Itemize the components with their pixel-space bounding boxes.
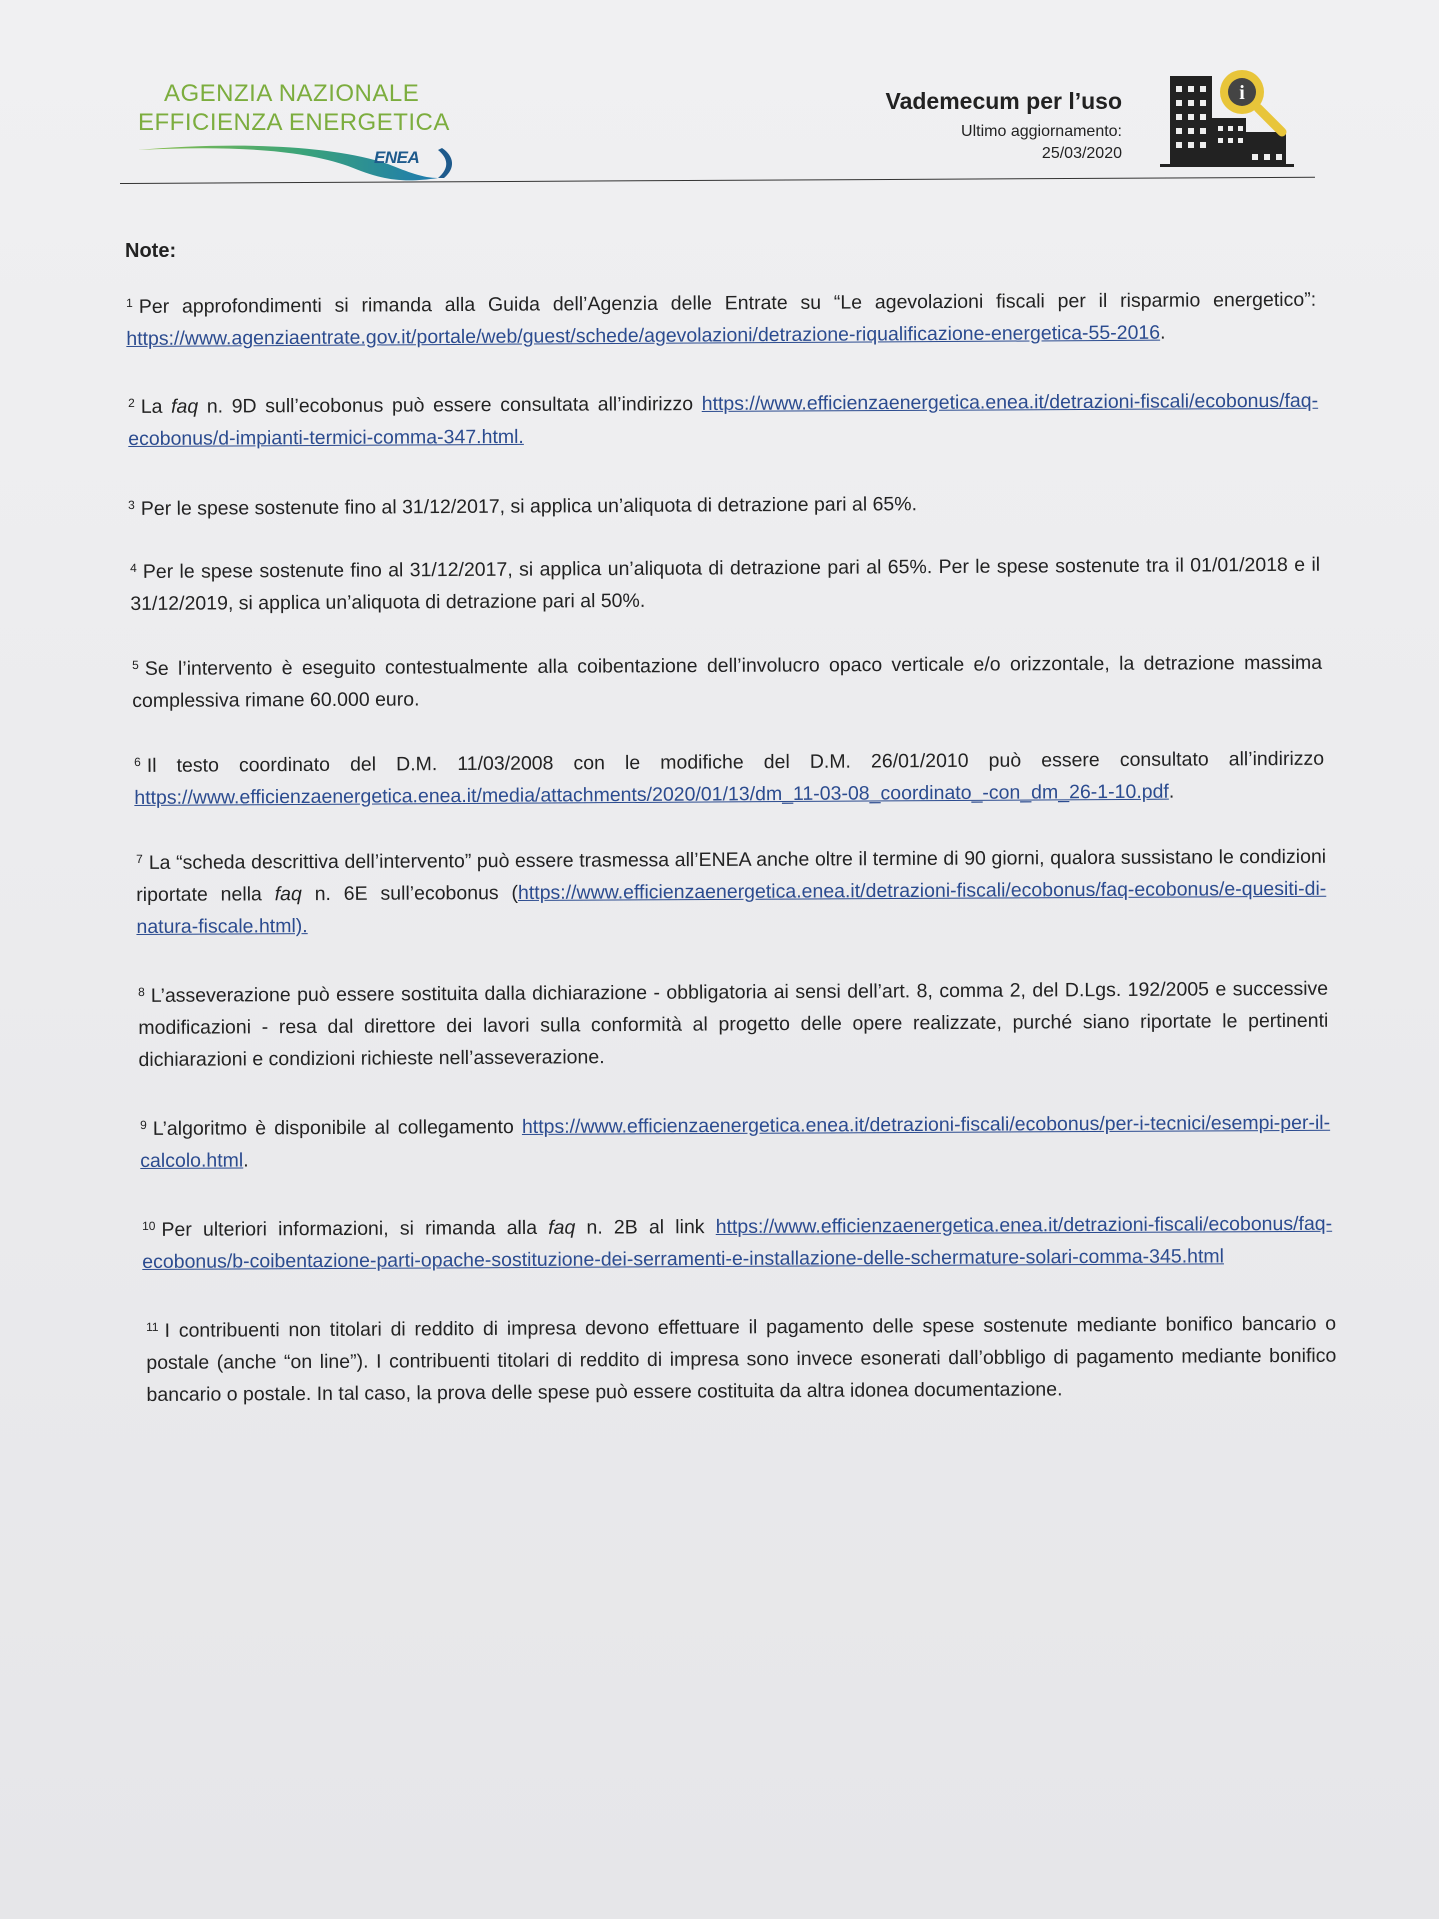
footnote-number: 4 (130, 560, 137, 575)
footnote-7 (136, 837, 1327, 943)
footnote-link[interactable]: https://www.efficienzaenergetica.enea.it/detrazioni-fiscali/ecobonus/faq-ecobonus/b-coibentazione-parti-opache-sostituzione-dei-serramenti-e-installazione-delle-schermature-solari-comma-345.html (142, 1212, 1333, 1273)
footnote-11 (146, 1304, 1337, 1411)
footnote-link[interactable]: https://www.efficienzaenergetica.enea.it/detrazioni-fiscali/ecobonus/faq-ecobonus/d-impianti-termici-comma-347.html. (128, 389, 1319, 450)
enea-logo (138, 80, 468, 190)
footnote-faq: faq (274, 883, 302, 906)
building-info-icon (1160, 62, 1294, 172)
footnote-punct: . (1160, 321, 1166, 344)
svg-text:i: i (1239, 82, 1245, 104)
footnote-number: 11 (146, 1319, 159, 1334)
footnote-link[interactable]: https://www.efficienzaenergetica.enea.it/detrazioni-fiscali/ecobonus/faq-ecobonus/e-quesiti-di-natura-fiscale.html). (136, 877, 1327, 938)
footnote-text: L’asseverazione può essere sostituita dalla dichiarazione - obbligatoria ai sensi dell’art. 8, comma 2, del D.Lgs. 192/2005 e successive modificazioni - resa dal direttore dei lavori sulla conformità al progetto delle opere realizzate, purché siano riportate le pertinenti dichiarazioni e condizioni richieste nell’asseverazione. (138, 977, 1329, 1071)
footnote-text: L’algoritmo è disponibile al collegamento (152, 1116, 522, 1140)
footnote-8 (138, 969, 1329, 1076)
footnote-link[interactable]: https://www.efficienzaenergetica.enea.it/media/attachments/2020/01/13/dm_11-03-08_coordinato_-con_dm_26-1-10.pdf (134, 780, 1169, 809)
footnote-1 (126, 280, 1316, 355)
footnote-text: Il testo coordinato del D.M. 11/03/2008 con le modifiche del D.M. 26/01/2010 può essere consultato all’indirizzo (146, 747, 1325, 777)
footnote-text: Per le spese sostenute fino al 31/12/2017, si applica un’aliquota di detrazione pari al 65%. Per le spese sostenute tra il 01/01/2018 e il 31/12/2019, si applica un’aliquota di detrazione pari al 50%. (130, 553, 1321, 615)
footnote-number: 3 (128, 497, 135, 512)
last-update (886, 121, 1122, 165)
footnote-number: 10 (142, 1218, 156, 1233)
footnote-text: La (140, 395, 172, 418)
logo-brand-text: ENEA (374, 148, 420, 167)
logo-line-2: EFFICIENZA ENERGETICA (138, 109, 450, 136)
logo-line-1: AGENZIA NAZIONALE (164, 80, 420, 107)
header-info (886, 88, 1122, 165)
footnote-text: Per le spese sostenute fino al 31/12/2017, si applica un’aliquota di detrazione pari al 65%. (140, 493, 918, 520)
footnote-number: 6 (134, 754, 141, 769)
footnote-number: 1 (126, 295, 133, 310)
footnote-text: La “scheda descrittiva dell’intervento” può essere trasmessa all’ENEA anche oltre il termine di 90 giorni, qualora sussistano le condizioni riportate nella (136, 845, 1327, 906)
updated-date: 25/03/2020 (1041, 145, 1122, 162)
footnote-5 (132, 643, 1322, 717)
footnote-number: 8 (138, 984, 145, 999)
footnote-4 (130, 545, 1320, 620)
notes-heading: Note: (125, 240, 177, 262)
footnote-number: 9 (140, 1117, 147, 1132)
footnote-2 (128, 381, 1318, 455)
footnote-faq: faq (548, 1216, 576, 1239)
footnote-number: 5 (132, 657, 139, 672)
footnote-link[interactable]: https://www.agenziaentrate.gov.it/portale/web/guest/schede/agevolazioni/detrazione-riqualificazione-energetica-55-2016 (126, 321, 1161, 350)
footnote-number: 2 (128, 395, 135, 410)
footnote-6 (134, 739, 1324, 814)
page-header (0, 0, 1439, 200)
footnote-text: n. 2B al link (575, 1215, 716, 1239)
footnote-3 (128, 482, 1318, 525)
footnote-number: 7 (136, 851, 143, 866)
footnote-punct: . (243, 1149, 249, 1172)
updated-label: Ultimo aggiornamento: (961, 123, 1122, 140)
footnote-text: Se l’intervento è eseguito contestualmente alla coibentazione dell’involucro opaco verticale e/o orizzontale, la detrazione massima complessiva rimane 60.000 euro. (132, 651, 1323, 712)
footnote-10 (142, 1204, 1332, 1278)
footnote-text: Per approfondimenti si rimanda alla Guida dell’Agenzia delle Entrate su “Le agevolazioni fiscali per il risparmio energetico”: (138, 288, 1317, 318)
document-title: Vademecum per l’uso (885, 88, 1122, 114)
footnote-punct: . (1168, 780, 1175, 803)
footnote-text: Per ulteriori informazioni, si rimanda alla (161, 1216, 549, 1241)
footnote-text: n. 6E sull’ecobonus ( (301, 882, 519, 906)
footnote-faq: faq (171, 395, 199, 418)
footnote-text: I contribuenti non titolari di reddito di impresa devono effettuare il pagamento delle spese sostenute mediante bonifico bancario o postale (anche “on line”). I contribuenti titolari di reddito di impresa sono invece esonerati dall’obbligo di pagamento mediante bonifico bancario o postale. In tal caso, la prova delle spese può essere costituita da altra idonea documentazione. (146, 1312, 1337, 1406)
footnote-link[interactable]: https://www.efficienzaenergetica.enea.it/detrazioni-fiscali/ecobonus/per-i-tecnici/esempi-per-il-calcolo.html (140, 1111, 1331, 1172)
footnote-text: n. 9D sull’ecobonus può essere consultata all’indirizzo (198, 392, 702, 418)
footnote-9 (140, 1103, 1330, 1177)
notes-section (122, 240, 1337, 1431)
